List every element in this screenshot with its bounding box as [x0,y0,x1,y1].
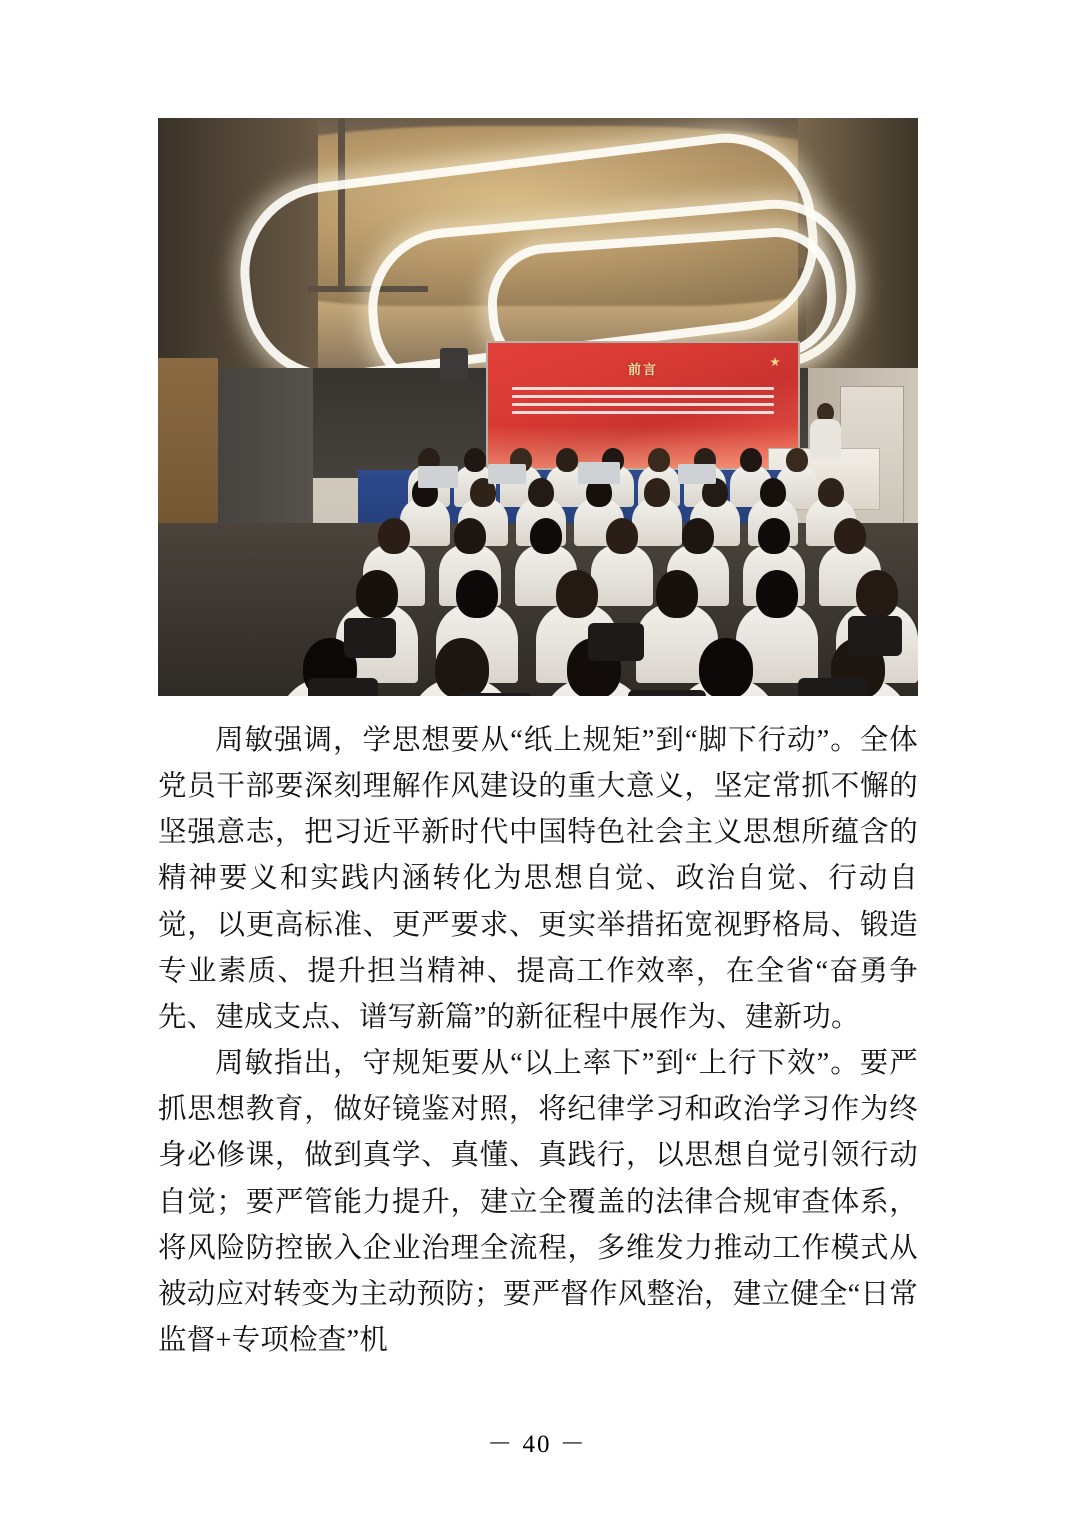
paragraph-2: 周敏指出，守规矩要从“以上率下”到“上行下效”。要严抓思想教育，做好镜鉴对照，将纪律学习和政治学习作为终身必修课，做到真学、真懂、真践行，以思想自觉引领行动自觉；要严管能力提升，建立全覆盖的法律合规审查体系，将风险防控嵌入企业治理全流程，多维发力推动工作模式从被动应对转变为主动预防；要严督作风整治，建立健全“日常监督+专项检查”机 [158,1048,918,1357]
audience-head [644,478,670,507]
audience-head [528,478,554,507]
audience-head [740,448,762,472]
chair [308,678,378,696]
audience-head [454,518,486,554]
laptop [678,464,716,484]
chair [588,623,644,661]
audience-head [378,518,410,554]
audience-head [648,448,670,472]
paragraph-1: 周敏强调，学思想要从“纸上规矩”到“脚下行动”。全体党员干部要深刻理解作风建设的重大意义，坚定常抓不懈的坚强意志，把习近平新时代中国特色社会主义思想所蕴含的精神要义和实践内涵转化为思想自觉、政治自觉、行动自觉，以更高标准、更严要求、更实举措拓宽视野格局、锻造专业素质、提升担当精神、提高工作效率，在全省“奋勇争先、建成支点、谱写新篇”的新征程中展作为、建新功。 [158,725,918,1033]
laptop [488,464,526,484]
audience-head [456,570,499,618]
laptop [418,466,458,488]
chair [628,690,706,696]
chair [458,693,532,696]
audience-head [760,478,786,507]
audience-head [606,518,638,554]
audience-head [356,570,399,618]
laptop [578,462,620,484]
audience-head [656,570,699,618]
audience-head [464,448,486,472]
slide-title: 前言 [627,362,658,377]
article-body [158,718,918,1364]
meeting-photo [158,118,918,696]
audience-head [530,518,562,554]
chair [344,618,396,658]
page-content [158,118,918,1364]
audience-head [556,448,578,472]
audience-head [818,478,844,507]
slide-body-lines [512,387,774,419]
wall-speaker [440,348,468,382]
page-number: － 40 － [487,1431,587,1458]
presenter [810,403,840,455]
presenter-body [810,419,841,459]
photo-scene [158,118,918,696]
audience-head [699,638,753,696]
chair [848,616,902,656]
audience-head [834,518,866,554]
audience-head [556,570,599,618]
audience-head [682,518,714,554]
audience-head [786,448,808,472]
chair [798,678,868,696]
audience-head [756,570,799,618]
audience-head [856,570,899,618]
audience-head [758,518,790,554]
audience-head [435,638,489,696]
